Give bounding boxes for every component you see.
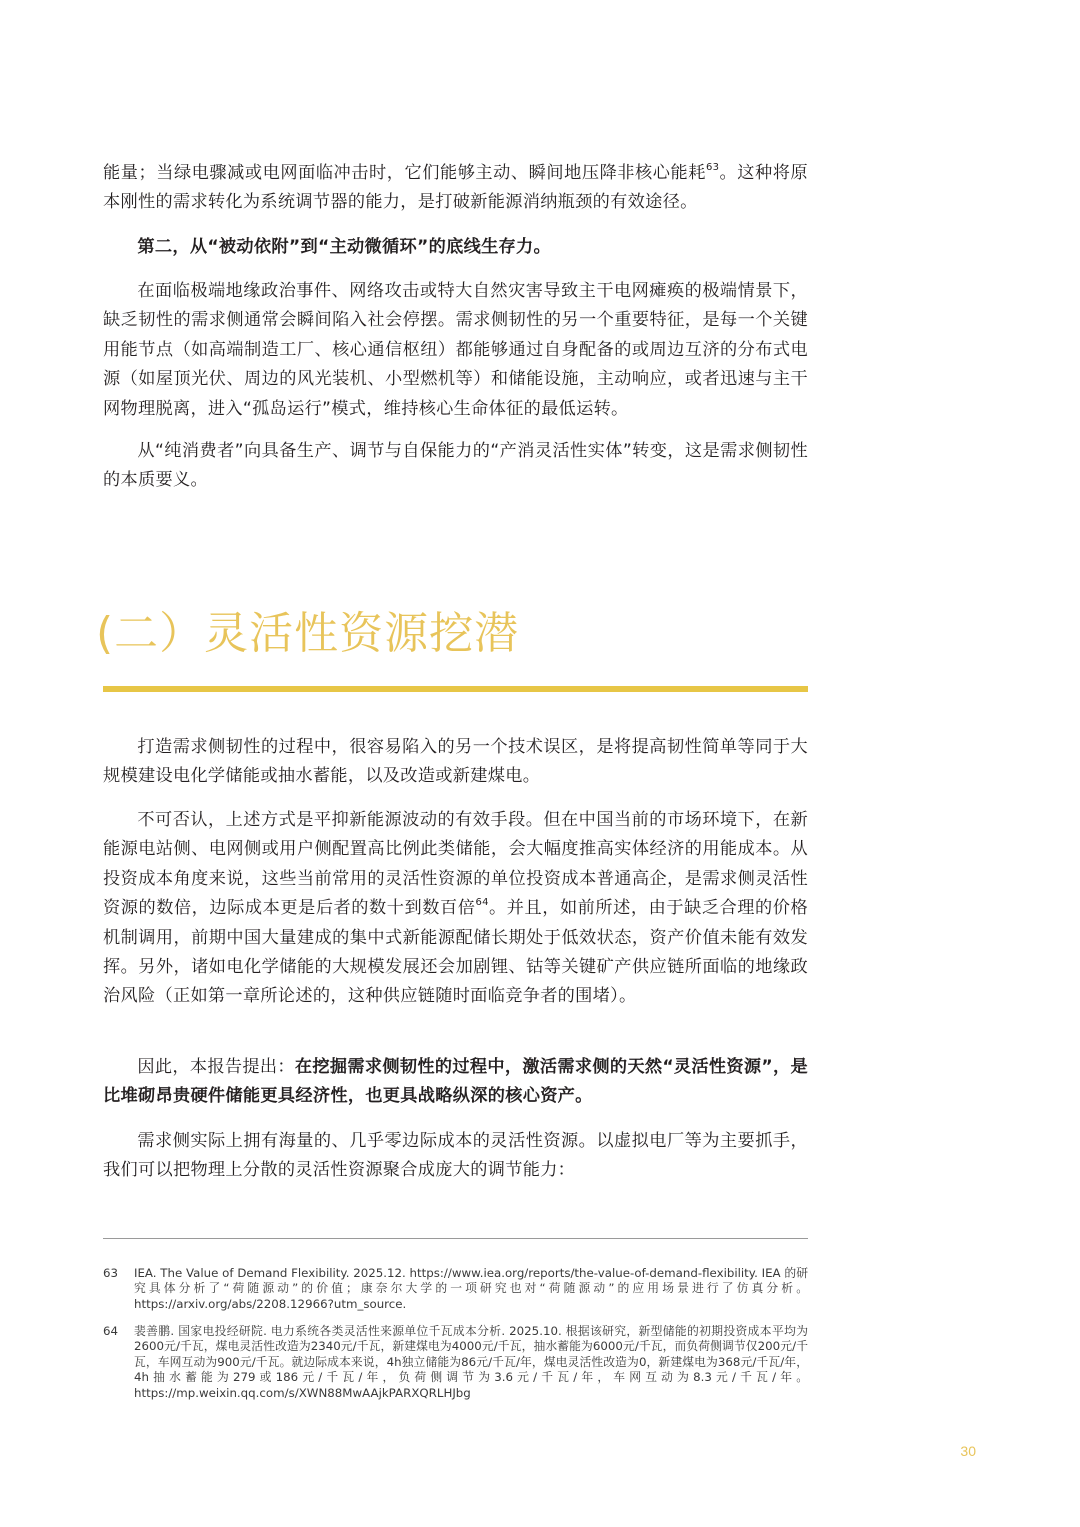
proposal-lead: 因此，本报告提出： [137,1057,295,1077]
proposal-emphasis: 在挖掘需求侧韧性的过程中，激活需求侧的天然“灵活性资源”，是比堆砌昂贵硬件储能更具经济性，也更具战略纵深的核心资产。 [103,1057,808,1107]
paragraph-storage-costs [103,806,808,1012]
paragraph-text: 不可否认，上述方式是平抑新能源波动的有效手段。但在中国当前的市场环境下，在新能源电站侧、电网侧或用户侧配置高比例此类储能，会大幅度推高实体经济的用能成本。从投资成本角度来说，这些当前常用的灵活性资源的单位投资成本普通高企，是需求侧灵活性资源的数倍，边际成本更是后者的数十到数百倍 [103,810,808,919]
paragraph-report-proposal [103,1053,808,1112]
footnote-divider [103,1238,808,1239]
footnote-64 [103,1324,808,1401]
paragraph-virtual-power-plant: 需求侧实际上拥有海量的、几乎零边际成本的灵活性资源。以虚拟电厂等为主要抓手，我们可以把物理上分散的灵活性资源聚合成庞大的调节能力： [103,1131,808,1181]
footnote-number: 64 [103,1324,119,1338]
footnote-text: IEA. The Value of Demand Flexibility. 2025.12. https://www.iea.org/reports/the-value-of-demand-flexibility. IEA 的研究具体分析了“荷随源动”的价值；康奈尔大学的一项研究也对“荷随源动”的应用场景进行了仿真分析。https://arxiv.org/abs/2208.12966?utm_source. [134,1266,808,1311]
paragraph-text: 。并且，如前所述，由于缺乏合理的价格机制调用，前期中国大量建成的集中式新能源配储长期处于低效状态，资产价值未能有效发挥。另外，诸如电化学储能的大规模发展还会加剧锂、钴等关键矿产供应链所面临的地缘政治风险（正如第一章所论述的，这种供应链随时面临竞争者的围堵）。 [103,898,808,1007]
section-divider [103,686,808,692]
paragraph-misconception: 打造需求侧韧性的过程中，很容易陷入的另一个技术误区，是将提高韧性简单等同于大规模建设电化学储能或抽水蓄能，以及改造或新建煤电。 [103,737,808,787]
paragraph-text: 能量；当绿电骤减或电网面临冲击时，它们能够主动、瞬间地压降非核心能耗 [103,163,706,183]
page-number: 30 [960,1443,976,1459]
paragraph-text: 。这种将原本刚性的需求转化为系统调节器的能力，是打破新能源消纳瓶颈的有效途径。 [103,163,808,213]
footnote-ref-64[interactable]: 64 [475,897,489,909]
footnote-number: 63 [103,1266,119,1280]
section-title: (二）灵活性资源挖潜 [96,608,520,659]
subheading-second-point: 第二，从“被动依附”到“主动微循环”的底线生存力。 [137,237,552,257]
paragraph-continuation [103,159,808,218]
footnote-ref-63[interactable]: 63 [705,162,720,173]
paragraph-island-operation: 在面临极端地缘政治事件、网络攻击或特大自然灾害导致主干电网瘫痪的极端情景下，缺乏韧性的需求侧通常会瞬间陷入社会停摆。需求侧韧性的另一个重要特征，是每一个关键用能节点（如高端制造工厂、核心通信枢纽）都能够通过自身配备的或周边互济的分布式电源（如屋顶光伏、周边的风光装机、小型燃机等）和储能设施，主动响应，或者迅速与主干网物理脱离，进入“孤岛运行”模式，维持核心生命体征的最低运转。 [103,281,808,419]
footnote-text: 裴善鹏. 国家电投经研院. 电力系统各类灵活性来源单位千瓦成本分析. 2025.10. 根据该研究，新型储能的初期投资成本平均为2600元/千瓦，煤电灵活性改造为2340元/千瓦，新建煤电为4000元/千瓦，抽水蓄能为6000元/千瓦，而负荷侧调节仅200元/千瓦，车网互动为900元/千瓦。就边际成本来说，4h独立储能为86元/千瓦/年，煤电灵活性改造为0，新建煤电为368元/千瓦/年，4h抽水蓄能为279或186元/千瓦/年，负荷侧调节为3.6元/千瓦/年，车网互动为8.3元/千瓦/年。https://mp.weixin.qq.com/s/XWN88MwAAjkPARXQRLHJbg [134,1324,808,1400]
paragraph-prosumer: 从“纯消费者”向具备生产、调节与自保能力的“产消灵活性实体”转变，这是需求侧韧性的本质要义。 [103,441,808,491]
footnote-63 [103,1266,808,1312]
